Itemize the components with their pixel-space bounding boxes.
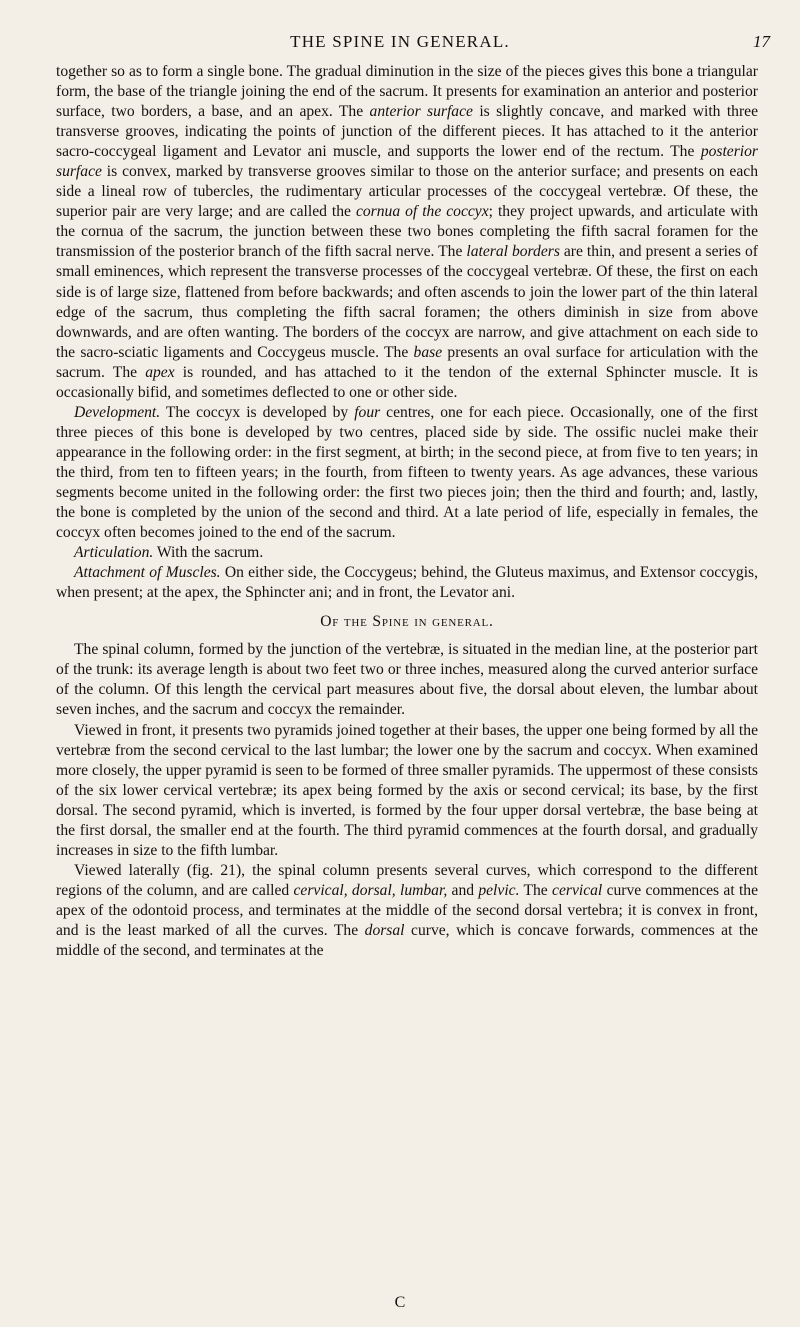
paragraph-coccyx-description: together so as to form a single bone. The gradual diminution in the size of the pieces gives this bone a triangular form, the base of the triangle joining the end of the sacrum. It presents for examination an anterior and posterior surface, two borders, a base, and an apex. The anterior surface is slightly concave, and marked with three transverse grooves, indicating the points of junction of the different pieces. It has attached to it the anterior sacro-coccygeal ligament and Levator ani muscle, and supports the lower end of the rectum. The posterior surface is convex, marked by transverse grooves similar to those on the anterior surface; and presents on each side a lineal row of tubercles, the rudimentary articular processes of the coccygeal vertebræ. Of these, the superior pair are very large; and are called the cornua of the coccyx; they project upwards, and articulate with the cornua of the sacrum, the junction between these two bones completing the fifth sacral foramen for the transmission of the posterior branch of the fifth sacral nerve. The lateral borders are thin, and present a series of small eminences, which represent the transverse processes of the coccygeal vertebræ. Of these, the first on each side is of large size, flattened from before backwards; and often ascends to join the lower part of the thin lateral edge of the sacrum, thus completing the fifth sacral foramen; the others diminish in size from above downwards, and are often wanting. The borders of the coccyx are narrow, and give attachment on each side to the sacro-sciatic ligaments and Coccygeus muscle. The base presents an oval surface for articulation with the sacrum. The apex is rounded, and has attached to it the tendon of the external Sphincter muscle. It is occasionally bifid, and sometimes deflected to one or other side.	[56, 63, 758, 401]
term-four: four	[354, 403, 381, 421]
section-heading: Of the Spine in general.	[320, 613, 494, 631]
term-curve-names: cervical, dorsal, lumbar,	[293, 881, 448, 899]
paragraph-attachment-of-muscles: Attachment of Muscles. On either side, the Coccygeus; behind, the Gluteus maximus, and Extensor coccygis, when present; at the apex, the Sphincter ani; and in front, the Levator ani.	[56, 564, 758, 602]
term-cervical: cervical	[552, 881, 603, 899]
term-lateral-borders: lateral borders	[466, 243, 560, 261]
running-title: THE SPINE IN GENERAL.	[290, 32, 510, 51]
paragraph-development: Development. The coccyx is developed by four centres, one for each piece. Occasionally, one of the first three pieces of this bone is developed by two centres, placed side by side. The ossific nuclei make their appearance in the following order: in the first segment, at birth; in the second piece, at from five to ten years; in the third, from ten to fifteen years; in the fourth, from fifteen to twenty years. As age advances, these various segments become united in the following order: the first two pieces join; then the third and fourth; and, lastly, the bone is completed by the union of the second and third. At a late period of life, especially in females, the coccyx often becomes joined to the end of the sacrum.	[56, 403, 758, 542]
term-posterior-surface: posterior surface	[56, 143, 758, 181]
term-base: base	[413, 343, 443, 361]
page-number: 17	[753, 32, 770, 51]
paragraph-viewed-in-front: Viewed in front, it presents two pyramids joined together at their bases, the upper one being formed by all the vertebræ from the second cervical to the last lumbar; the lower one by the sacrum and coccyx. When examined more closely, the upper pyramid is seen to be formed of three smaller pyramids. The uppermost of these consists of the six lower cervical vertebræ; its apex being formed by the axis or second cervical; its base, by the first dorsal. The second pyramid, which is inverted, is formed by the four upper dorsal vertebræ, the base being at the first dorsal, the smaller end at the fourth. The third pyramid commences at the fourth dorsal, and gradually increases in size to the fifth lumbar.	[56, 721, 758, 859]
paragraph-spinal-column: The spinal column, formed by the junction of the vertebræ, is situated in the median line, at the posterior part of the trunk: its average length is about two feet two or three inches, measured along the curved anterior surface of the column. Of this length the cervical part measures about five, the dorsal about eleven, the lumbar about seven inches, and the sacrum and coccyx the remainder.	[56, 641, 758, 719]
subheading-attachment-of-muscles: Attachment of Muscles.	[74, 564, 221, 582]
paragraph-viewed-laterally: Viewed laterally (fig. 21), the spinal column presents several curves, which correspond to the different regions of the column, and are called cervical, dorsal, lumbar, and pelvic. The cervical curve commences at the apex of the odontoid process, and terminates at the middle of the second dorsal vertebra; it is convex in front, and is the least marked of all the curves. The dorsal curve, which is concave forwards, commences at the middle of the second, and terminates at the	[56, 861, 759, 960]
running-head	[0, 28, 800, 54]
term-pelvic: pelvic.	[478, 881, 520, 899]
paragraph-articulation: Articulation. With the sacrum.	[74, 544, 264, 562]
term-cornua: cornua of the coccyx	[355, 203, 489, 221]
subheading-development: Development.	[74, 403, 161, 421]
text-body	[56, 62, 758, 961]
signature-mark: C	[394, 1294, 406, 1311]
term-apex: apex	[145, 363, 175, 381]
term-dorsal: dorsal	[364, 921, 405, 939]
subheading-articulation: Articulation.	[74, 544, 154, 562]
term-anterior-surface: anterior surface	[369, 103, 473, 121]
